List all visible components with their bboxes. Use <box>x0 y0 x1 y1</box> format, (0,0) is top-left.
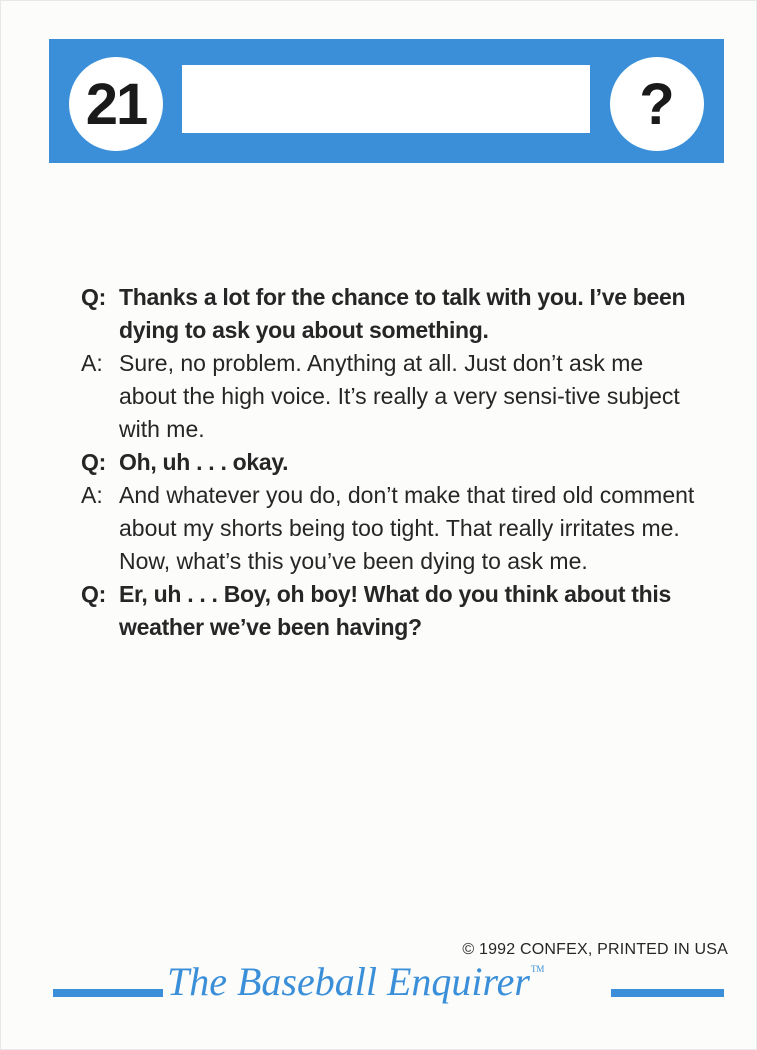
dialogue-text: Thanks a lot for the chance to talk with you. I’ve been dying to ask you about something. <box>119 284 686 343</box>
copyright-notice: © 1992 CONFEX, PRINTED IN USA <box>462 941 728 958</box>
speaker-label: A: <box>81 482 103 508</box>
speaker-label: Q: <box>81 284 106 310</box>
dialogue-line <box>81 578 701 644</box>
dialogue-text: And whatever you do, don’t make that tired old comment about my shorts being too tight. That really irritates me. Now, what’s this you’ve been dying to ask me. <box>119 482 695 574</box>
speaker-label: Q: <box>81 449 106 475</box>
dialogue-line <box>81 479 701 578</box>
speaker-label: Q: <box>81 581 106 607</box>
dialogue-text: Er, uh . . . Boy, oh boy! What do you think about this weather we’ve been having? <box>119 581 671 640</box>
dialogue-line <box>81 347 701 446</box>
speaker-label: A: <box>81 350 103 376</box>
footer-rule-left <box>53 989 163 997</box>
footer-rule-right <box>611 989 724 997</box>
dialogue-text: Sure, no problem. Anything at all. Just don’t ask me about the high voice. It’s really a very sensi-tive subject with me. <box>119 350 680 442</box>
interview-dialogue <box>81 281 701 644</box>
trademark-mark: TM <box>530 964 545 974</box>
brand-name: The Baseball Enquirer <box>167 959 530 1004</box>
dialogue-text: Oh, uh . . . okay. <box>119 449 289 475</box>
brand-logo <box>167 958 544 1005</box>
card-number: 21 <box>69 57 163 151</box>
question-mark-badge: ? <box>610 57 704 151</box>
dialogue-line <box>81 281 701 347</box>
player-name-box <box>182 65 590 133</box>
dialogue-line <box>81 446 701 479</box>
